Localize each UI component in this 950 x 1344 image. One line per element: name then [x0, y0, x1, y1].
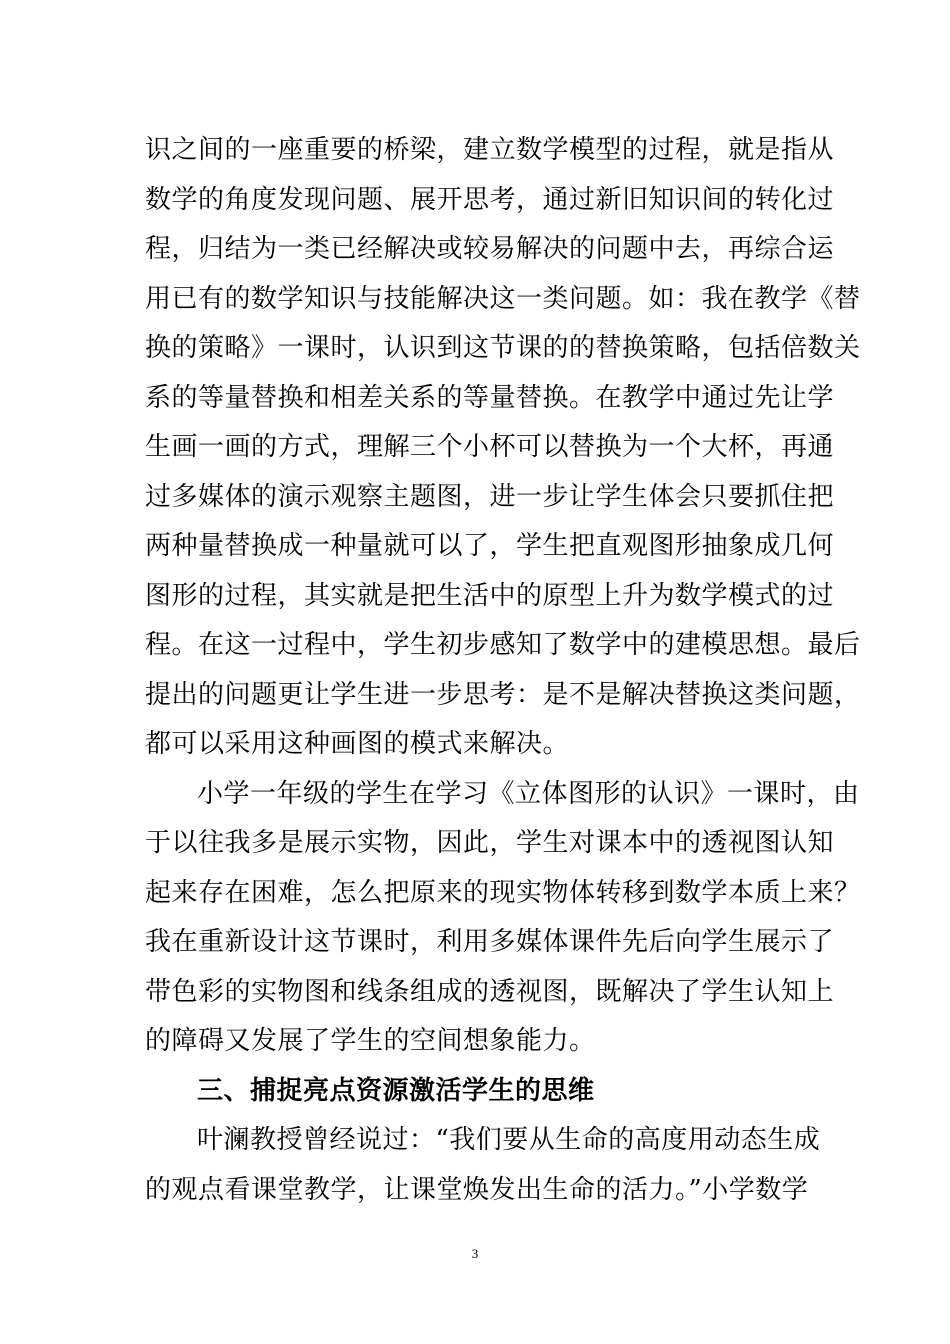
- text-line: 都可以采用这种画图的模式来解决。: [145, 729, 570, 759]
- text-line: 带色彩的实物图和线条组成的透视图，既解决了学生认知上: [145, 976, 835, 1007]
- text-line: 用已有的数学知识与技能解决这一类问题。如：我在教学《替: [145, 283, 861, 314]
- text-line: 数学的角度发现问题、展开思考，通过新旧知识间的转化过: [145, 184, 835, 215]
- text-line: 提出的问题更让学生进一步思考：是不是解决替换这类问题，: [145, 679, 861, 710]
- text-line: 程。在这一过程中，学生初步感知了数学中的建模思想。最后: [145, 630, 861, 660]
- text-line: 的观点看课堂教学，让课堂焕发出生命的活力。”小学数学: [145, 1174, 809, 1205]
- text-line: 的障碍又发展了学生的空间想象能力。: [145, 1026, 596, 1056]
- text-line: 程，归结为一类已经解决或较易解决的问题中去，再综合运: [145, 234, 835, 264]
- text-line: 换的策略》一课时，认识到这节课的的替换策略，包括倍数关: [145, 333, 861, 363]
- section-heading: 三、捕捉亮点资源激活学生的思维: [197, 1075, 595, 1106]
- text-line: 于以往我多是展示实物，因此，学生对课本中的透视图认知: [145, 828, 835, 858]
- text-line: 起来存在困难，怎么把原来的现实物体转移到数学本质上来？: [145, 877, 861, 908]
- body-text: [145, 126, 861, 1215]
- text-line: 生画一画的方式，理解三个小杯可以替换为一个大杯，再通: [145, 432, 835, 462]
- text-line: 过多媒体的演示观察主题图，进一步让学生体会只要抓住把: [145, 481, 835, 512]
- text-line: 图形的过程，其实就是把生活中的原型上升为数学模式的过: [145, 580, 835, 611]
- paragraph-start-line: 叶澜教授曾经说过：“我们要从生命的高度用动态生成: [197, 1125, 821, 1155]
- text-line: 我在重新设计这节课时，利用多媒体课件先后向学生展示了: [145, 927, 835, 957]
- text-line: 系的等量替换和相差关系的等量替换。在教学中通过先让学: [145, 382, 835, 413]
- page-number: 3: [471, 1246, 479, 1261]
- text-line: 两种量替换成一种量就可以了，学生把直观图形抽象成几何: [145, 531, 835, 561]
- paragraph-start-line: 小学一年级的学生在学习《立体图形的认识》一课时，由: [197, 778, 860, 809]
- text-line: 识之间的一座重要的桥梁，建立数学模型的过程，就是指从: [145, 135, 835, 165]
